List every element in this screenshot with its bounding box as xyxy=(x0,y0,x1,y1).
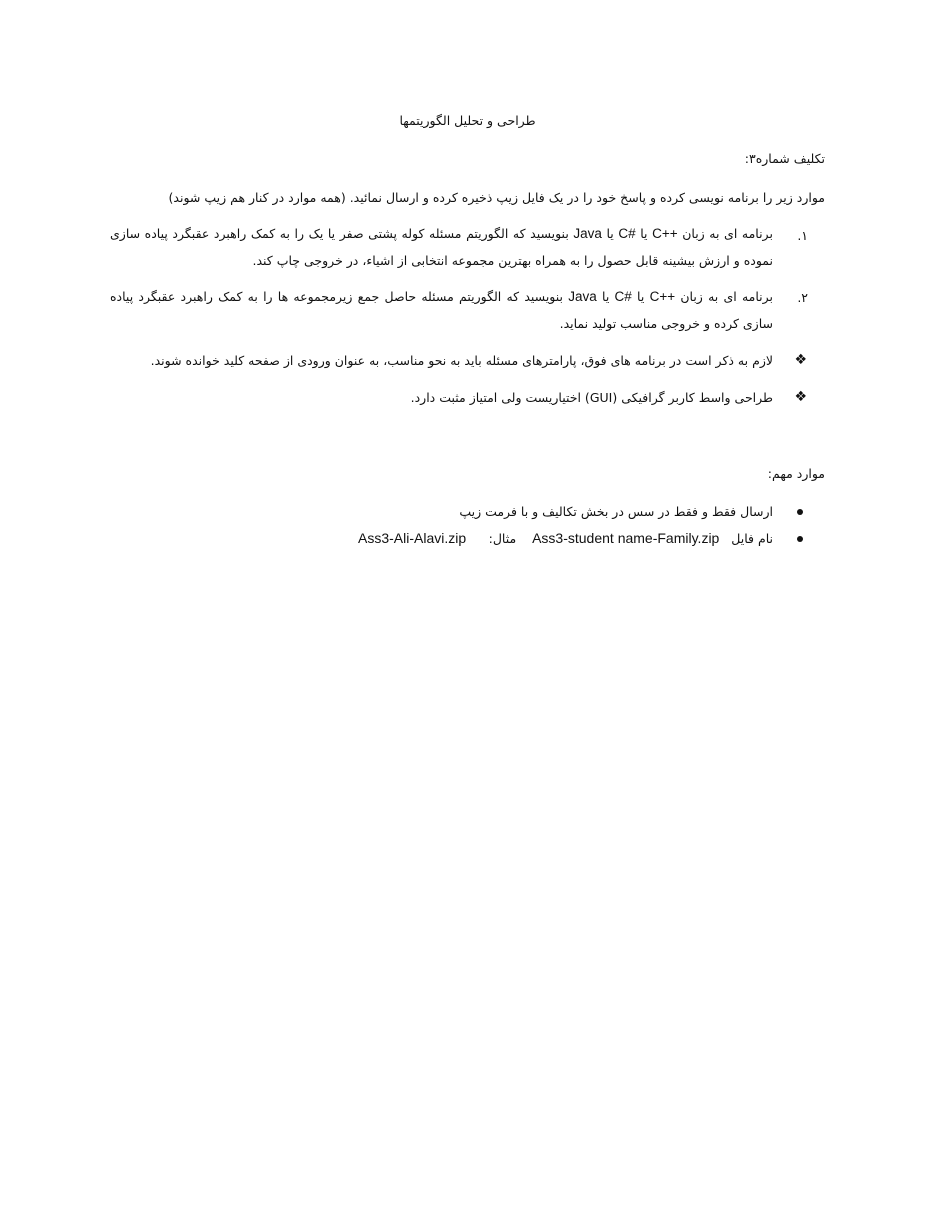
intro-paragraph: موارد زیر را برنامه نویسی کرده و پاسخ خود را در یک فایل زیپ ذخیره کرده و ارسال نمائید. (همه موارد در کنار هم زیپ شوند) xyxy=(168,190,825,205)
item-2-number: .۲ xyxy=(797,290,808,305)
important-item-1: ارسال فقط و فقط در سس در بخش تکالیف و با فرمت زیپ xyxy=(459,504,773,519)
item-1-body: بنویسید که الگوریتم مسئله کوله پشتی صفر یا یک را به کمک راهبرد عقبگرد پیاده سازی نموده و ارزش بیشینه قابل حصول را به همراه بهترین مجموعه انتخابی از اشیاء، در خروجی چاپ کند. xyxy=(110,226,773,268)
item-1-lang1: C++ xyxy=(652,226,678,241)
dot-bullet-icon xyxy=(797,536,803,542)
item-2-prefix: برنامه ای به زبان xyxy=(680,289,774,304)
diamond-bullet-icon: ❖ xyxy=(794,352,807,368)
assignment-label: تکلیف شماره۳: xyxy=(744,151,825,166)
item-1-lang3: Java xyxy=(573,226,602,241)
document-title: طراحی و تحلیل الگوریتمها xyxy=(399,113,536,128)
diamond-bullet-icon: ❖ xyxy=(794,389,807,405)
filename-label: نام فایل xyxy=(731,531,773,546)
item-2-lang1: C++ xyxy=(649,289,676,304)
item-1-or2: یا xyxy=(606,226,614,241)
item-1-number: .۱ xyxy=(797,228,808,243)
dot-bullet-icon xyxy=(797,509,803,515)
item-2-or1: یا xyxy=(637,289,645,304)
important-item-2 xyxy=(489,530,773,547)
filename-pattern: Ass3-student name-Family.zip xyxy=(532,530,720,546)
note-2: طراحی واسط کاربر گرافیکی (GUI) اختیاریست ولی امتیاز مثبت دارد. xyxy=(410,390,773,405)
item-2-lang3: Java xyxy=(568,289,597,304)
example-label: مثال: xyxy=(488,531,517,546)
note-1: لازم به ذکر است در برنامه های فوق، پارامترهای مسئله باید به نحو مناسب، به عنوان ورودی از صفحه کلید خوانده شوند. xyxy=(150,353,773,368)
example-value: Ass3-Ali-Alavi.zip xyxy=(358,530,467,546)
item-1-text xyxy=(110,220,773,274)
item-1-lang2: C# xyxy=(618,226,636,241)
item-1-prefix: برنامه ای به زبان xyxy=(682,226,773,241)
item-1-or1: یا xyxy=(640,226,648,241)
item-2-or2: یا xyxy=(602,289,610,304)
important-label: موارد مهم: xyxy=(767,466,825,481)
item-2-text xyxy=(110,283,773,337)
item-2-lang2: C# xyxy=(614,289,632,304)
item-2-body: بنویسید که الگوریتم مسئله حاصل جمع زیرمجموعه ها را به کمک راهبرد عقبگرد پیاده سازی کرده و خروجی مناسب تولید نماید. xyxy=(110,289,773,331)
